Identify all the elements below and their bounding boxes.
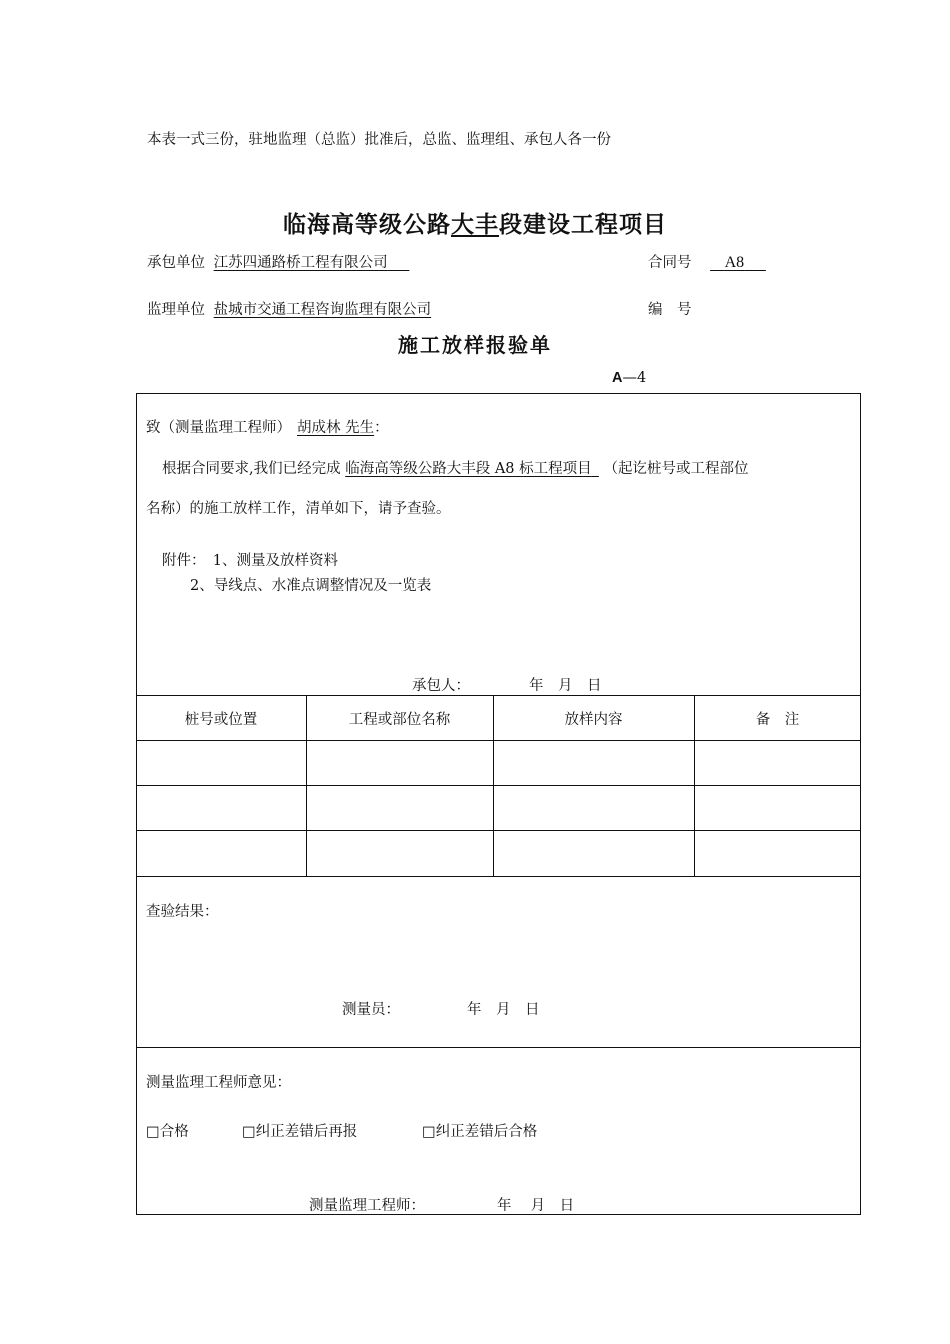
project-title-underlined: 大丰 (451, 212, 499, 238)
body-line1-project: 临海高等级公路大丰段 A8 标工程项目 (345, 461, 592, 477)
table-header-content: 放样内容 (564, 712, 623, 728)
supervisor-value: 盐城市交通工程咨询监理有限公司 (213, 302, 432, 318)
table-row-1-part[interactable] (307, 741, 492, 784)
table-row-3-station[interactable] (137, 831, 305, 875)
table-row-3-part[interactable] (307, 831, 492, 875)
inspection-label: 查验结果： (146, 904, 219, 920)
checkbox-icon[interactable]: □ (422, 1124, 436, 1140)
table-row-3-remarks[interactable] (695, 831, 860, 875)
contractor-sign-date: 年 月 日 (529, 678, 602, 694)
body-line-2: 名称）的施工放样工作，清单如下，请予查验。 (146, 501, 451, 517)
addressee-line (146, 416, 389, 437)
attachment-item-2: 2、导线点、水准点调整情况及一览表 (190, 578, 432, 594)
contract-no-value: A8 (724, 254, 745, 271)
opinion-label: 测量监理工程师意见： (146, 1075, 291, 1091)
option-correct-pass-label: 纠正差错后合格 (435, 1124, 538, 1140)
contractor-label: 承包单位 (147, 255, 205, 271)
table-header-part-name: 工程或部位名称 (348, 712, 451, 728)
contract-no-label: 合同号 (648, 255, 692, 271)
surveyor-label: 测量员： (342, 1002, 400, 1018)
inspection-bottom-rule (136, 1047, 861, 1048)
attachment-item-1: 1、测量及放样资料 (212, 553, 338, 569)
checkbox-icon[interactable]: □ (242, 1124, 256, 1140)
project-title-after: 段建设工程项目 (499, 212, 667, 238)
table-row-1-content[interactable] (494, 741, 693, 784)
addressee-suffix: ： (374, 420, 389, 436)
contractor-value: 江苏四通路桥工程有限公司 (213, 255, 388, 271)
addressee-prefix: 致（测量监理工程师） (146, 420, 291, 436)
contractor-sign-label: 承包人： (412, 678, 470, 694)
contractor-row (147, 251, 409, 272)
form-title: 施工放样报验单 (398, 333, 552, 357)
body-line-1 (162, 457, 749, 478)
contract-no-row (648, 251, 766, 272)
option-pass-label: 合格 (159, 1124, 189, 1140)
body-line1-prefix: 根据合同要求,我们已经完成 (162, 461, 341, 477)
form-code (612, 370, 646, 386)
table-bottom-rule (136, 876, 861, 877)
checkbox-icon[interactable]: □ (146, 1124, 160, 1140)
option-correct-pass[interactable] (422, 1120, 537, 1141)
body-line1-suffix: （起讫桩号或工程部位 (603, 461, 749, 477)
form-code-letter: A (612, 370, 623, 386)
form-code-rest: —4 (622, 370, 647, 386)
supervisor-label: 监理单位 (147, 302, 205, 318)
attachments-label: 附件： (162, 553, 206, 569)
table-row-1-station[interactable] (137, 741, 305, 784)
supervisor-row (147, 298, 431, 319)
option-pass[interactable] (146, 1120, 189, 1141)
option-correct-resubmit-label: 纠正差错后再报 (255, 1124, 358, 1140)
table-row-3-content[interactable] (494, 831, 693, 875)
table-header-remarks: 备 注 (755, 712, 800, 728)
table-row-2-part[interactable] (307, 786, 492, 829)
serial-no-label: 编 号 (648, 302, 692, 318)
option-correct-resubmit[interactable] (242, 1120, 357, 1141)
engineer-sign-date: 年 月 日 (497, 1198, 575, 1214)
attachment-line-1 (162, 549, 338, 570)
distribution-note: 本表一式三份，驻地监理（总监）批准后，总监、监理组、承包人各一份 (147, 132, 611, 148)
table-row-1-remarks[interactable] (695, 741, 860, 784)
project-title (0, 206, 950, 239)
table-top-rule (136, 695, 861, 696)
addressee-name: 胡成林 先生 (297, 420, 375, 436)
project-title-before: 临海高等级公路 (283, 212, 451, 238)
engineer-sign-label: 测量监理工程师： (309, 1198, 425, 1214)
table-row-2-content[interactable] (494, 786, 693, 829)
table-header-station: 桩号或位置 (184, 712, 258, 728)
table-row-2-remarks[interactable] (695, 786, 860, 829)
surveyor-date: 年 月 日 (467, 1002, 540, 1018)
table-row-2-station[interactable] (137, 786, 305, 829)
